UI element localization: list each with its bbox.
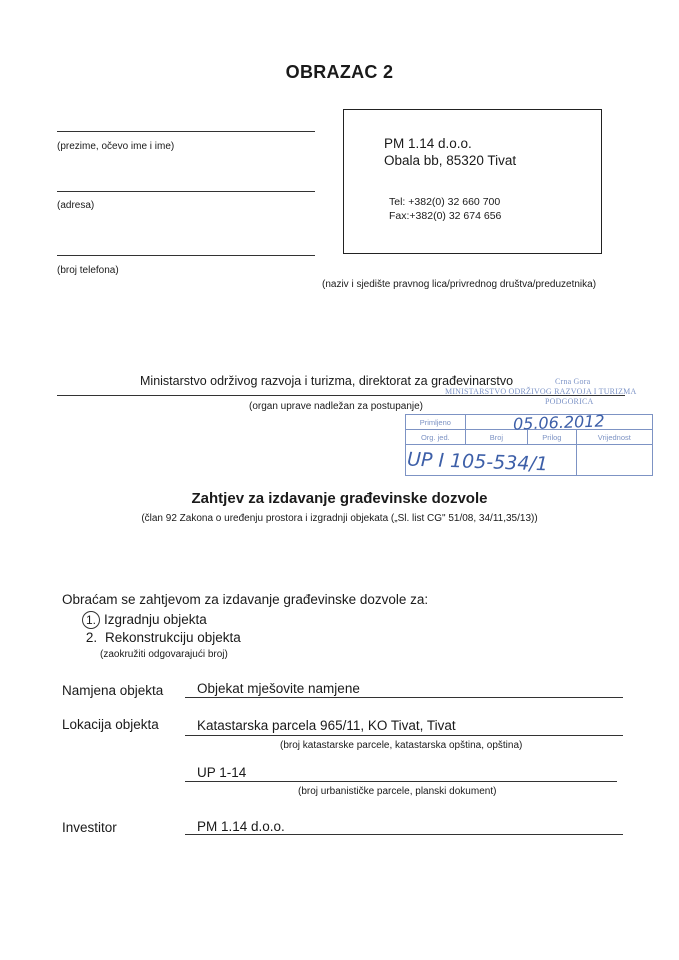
- purpose-label: Namjena objekta: [62, 683, 164, 698]
- option-1-number: 1.: [82, 611, 100, 629]
- address-label: (adresa): [57, 200, 95, 211]
- option-2-number: 2.: [85, 630, 98, 645]
- name-line: [57, 131, 315, 132]
- recipient-caption: (naziv i sjedište pravnog lica/privrednog društva/preduzetnika): [322, 279, 597, 290]
- stamp-header-1: Crna Gora: [555, 377, 591, 386]
- stamp-attachment-label: Prilog: [528, 430, 577, 445]
- legal-basis: (član 92 Zakona o uređenju prostora i izgradnji objekata („Sl. list CG" 51/08, 34/11,35/13)): [141, 513, 538, 524]
- registry-stamp: [405, 377, 653, 488]
- recipient-address: Obala bb, 85320 Tivat: [384, 153, 517, 168]
- option-hint: (zaokružiti odgovarajući broj): [100, 649, 228, 660]
- request-heading: Zahtjev za izdavanje građevinske dozvole: [191, 490, 488, 507]
- authority-caption: (organ uprave nadležan za postupanje): [249, 401, 424, 412]
- stamp-number-label: Broj: [465, 430, 527, 445]
- purpose-value[interactable]: Objekat mješovite namjene: [197, 681, 360, 696]
- recipient-company: PM 1.14 d.o.o.: [384, 136, 472, 151]
- urban-caption: (broj urbanističke parcele, planski dokument): [298, 786, 497, 797]
- stamp-number: UP I 105-534/1: [406, 448, 549, 476]
- stamp-header-2: MINISTARSTVO ODRŽIVOG RAZVOJA I TURIZMA: [445, 387, 637, 396]
- recipient-tel: Tel: +382(0) 32 660 700: [389, 196, 501, 208]
- address-line: [57, 191, 315, 192]
- option-1[interactable]: [82, 611, 207, 629]
- stamp-org-label: Org. jed.: [406, 430, 466, 445]
- form-title: OBRAZAC 2: [285, 62, 394, 82]
- option-2-label: Rekonstrukciju objekta: [105, 630, 241, 645]
- purpose-line: [185, 697, 623, 698]
- name-label: (prezime, očevo ime i ime): [57, 141, 175, 152]
- stamp-header-3: PODGORICA: [545, 397, 594, 406]
- request-intro: Obraćam se zahtjevom za izdavanje građevinske dozvole za:: [62, 592, 429, 607]
- investor-label: Investitor: [62, 820, 117, 835]
- phone-line: [57, 255, 315, 256]
- urban-value[interactable]: UP 1-14: [197, 765, 247, 780]
- investor-line: [185, 834, 623, 835]
- phone-label: (broj telefona): [57, 265, 119, 276]
- location-line: [185, 735, 623, 736]
- location-value[interactable]: Katastarska parcela 965/11, KO Tivat, Tivat: [197, 718, 456, 733]
- authority-name: Ministarstvo održivog razvoja i turizma, direktorat za građevinarstvo: [140, 374, 514, 388]
- recipient-box: [343, 109, 602, 254]
- location-caption: (broj katastarske parcele, katastarska opština, opština): [280, 740, 523, 751]
- investor-value[interactable]: PM 1.14 d.o.o.: [197, 819, 285, 834]
- recipient-fax: Fax:+382(0) 32 674 656: [389, 210, 502, 222]
- stamp-date: 05.06.2012: [512, 411, 605, 434]
- option-2[interactable]: [82, 630, 241, 645]
- stamp-received-label: Primljeno: [406, 415, 466, 430]
- urban-line: [185, 781, 617, 782]
- option-1-label: Izgradnju objekta: [104, 612, 207, 627]
- location-label: Lokacija objekta: [62, 717, 159, 732]
- stamp-value-label: Vrijednost: [576, 430, 652, 445]
